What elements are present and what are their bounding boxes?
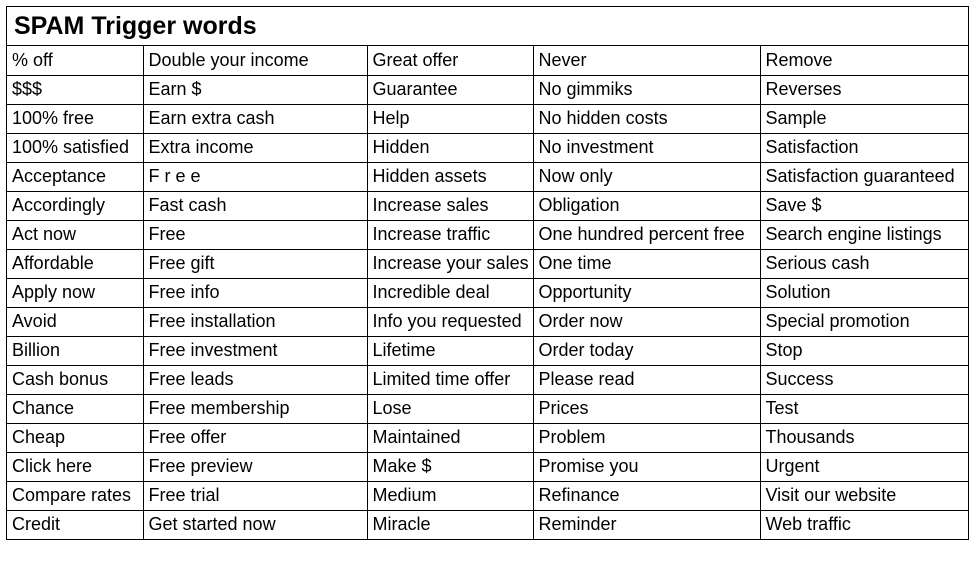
table-cell: Reminder [533, 510, 760, 539]
table-cell: Order today [533, 336, 760, 365]
table-cell: Serious cash [760, 249, 968, 278]
table-row [7, 510, 968, 539]
table-cell: Click here [7, 452, 143, 481]
table-cell: Prices [533, 394, 760, 423]
table-body [7, 46, 968, 539]
table-cell: Free gift [143, 249, 367, 278]
table-row [7, 452, 968, 481]
table-cell: Free investment [143, 336, 367, 365]
table-row [7, 278, 968, 307]
table-cell: Increase sales [367, 191, 533, 220]
table-cell: $$$ [7, 75, 143, 104]
table-cell: Free [143, 220, 367, 249]
table-cell: Make $ [367, 452, 533, 481]
table-cell: Free installation [143, 307, 367, 336]
table-cell: Increase traffic [367, 220, 533, 249]
table-row [7, 133, 968, 162]
table-cell: Cash bonus [7, 365, 143, 394]
table-row [7, 481, 968, 510]
table-cell: Credit [7, 510, 143, 539]
table-cell: Save $ [760, 191, 968, 220]
table-cell: Maintained [367, 423, 533, 452]
table-cell: Free membership [143, 394, 367, 423]
table-cell: Great offer [367, 46, 533, 75]
table-row [7, 394, 968, 423]
spam-trigger-words-sheet [6, 6, 969, 540]
table-cell: Billion [7, 336, 143, 365]
table-cell: Satisfaction [760, 133, 968, 162]
table-cell: Special promotion [760, 307, 968, 336]
table-cell: Reverses [760, 75, 968, 104]
table-cell: Free info [143, 278, 367, 307]
table-row [7, 191, 968, 220]
table-row [7, 365, 968, 394]
table-cell: Cheap [7, 423, 143, 452]
table-cell: Search engine listings [760, 220, 968, 249]
table-cell: Free preview [143, 452, 367, 481]
table-cell: Hidden [367, 133, 533, 162]
table-cell: Free trial [143, 481, 367, 510]
table-cell: Affordable [7, 249, 143, 278]
table-cell: Chance [7, 394, 143, 423]
table-cell: Accordingly [7, 191, 143, 220]
table-cell: Solution [760, 278, 968, 307]
table-row [7, 220, 968, 249]
table-cell: % off [7, 46, 143, 75]
table-cell: Help [367, 104, 533, 133]
table-cell: No investment [533, 133, 760, 162]
table-cell: One time [533, 249, 760, 278]
table-cell: Thousands [760, 423, 968, 452]
table-cell: Sample [760, 104, 968, 133]
table-cell: Refinance [533, 481, 760, 510]
table-cell: Double your income [143, 46, 367, 75]
table-cell: Compare rates [7, 481, 143, 510]
sheet-title: SPAM Trigger words [7, 7, 968, 46]
table-cell: Obligation [533, 191, 760, 220]
table-cell: Success [760, 365, 968, 394]
table-row [7, 46, 968, 75]
table-cell: Never [533, 46, 760, 75]
table-cell: Medium [367, 481, 533, 510]
table-cell: Earn extra cash [143, 104, 367, 133]
table-cell: Limited time offer [367, 365, 533, 394]
table-cell: Lifetime [367, 336, 533, 365]
table-cell: Urgent [760, 452, 968, 481]
table-cell: Remove [760, 46, 968, 75]
table-cell: Test [760, 394, 968, 423]
table-cell: Visit our website [760, 481, 968, 510]
table-cell: No gimmiks [533, 75, 760, 104]
table-cell: Apply now [7, 278, 143, 307]
table-cell: 100% satisfied [7, 133, 143, 162]
table-cell: Extra income [143, 133, 367, 162]
table-cell: One hundred percent free [533, 220, 760, 249]
table-cell: Free offer [143, 423, 367, 452]
table-cell: Order now [533, 307, 760, 336]
table-cell: Avoid [7, 307, 143, 336]
table-row [7, 423, 968, 452]
table-cell: Problem [533, 423, 760, 452]
table-cell: Increase your sales [367, 249, 533, 278]
table-cell: Miracle [367, 510, 533, 539]
table-row [7, 249, 968, 278]
table-cell: Acceptance [7, 162, 143, 191]
table-cell: Get started now [143, 510, 367, 539]
table-cell: Please read [533, 365, 760, 394]
table-row [7, 336, 968, 365]
table-cell: Act now [7, 220, 143, 249]
table-cell: Guarantee [367, 75, 533, 104]
table-cell: Lose [367, 394, 533, 423]
table-row [7, 75, 968, 104]
table-cell: Incredible deal [367, 278, 533, 307]
table-cell: No hidden costs [533, 104, 760, 133]
table-cell: Stop [760, 336, 968, 365]
table-cell: Info you requested [367, 307, 533, 336]
spam-words-table [7, 46, 968, 539]
table-cell: 100% free [7, 104, 143, 133]
table-cell: Fast cash [143, 191, 367, 220]
table-row [7, 307, 968, 336]
table-cell: Opportunity [533, 278, 760, 307]
table-row [7, 162, 968, 191]
table-cell: Web traffic [765, 514, 851, 535]
table-cell: Satisfaction guaranteed [760, 162, 968, 191]
table-cell: Now only [533, 162, 760, 191]
table-cell: F r e e [143, 162, 367, 191]
table-cell: Promise you [533, 452, 760, 481]
table-cell: Free leads [143, 365, 367, 394]
table-row [7, 104, 968, 133]
table-cell: Hidden assets [367, 162, 533, 191]
table-cell: Earn $ [143, 75, 367, 104]
